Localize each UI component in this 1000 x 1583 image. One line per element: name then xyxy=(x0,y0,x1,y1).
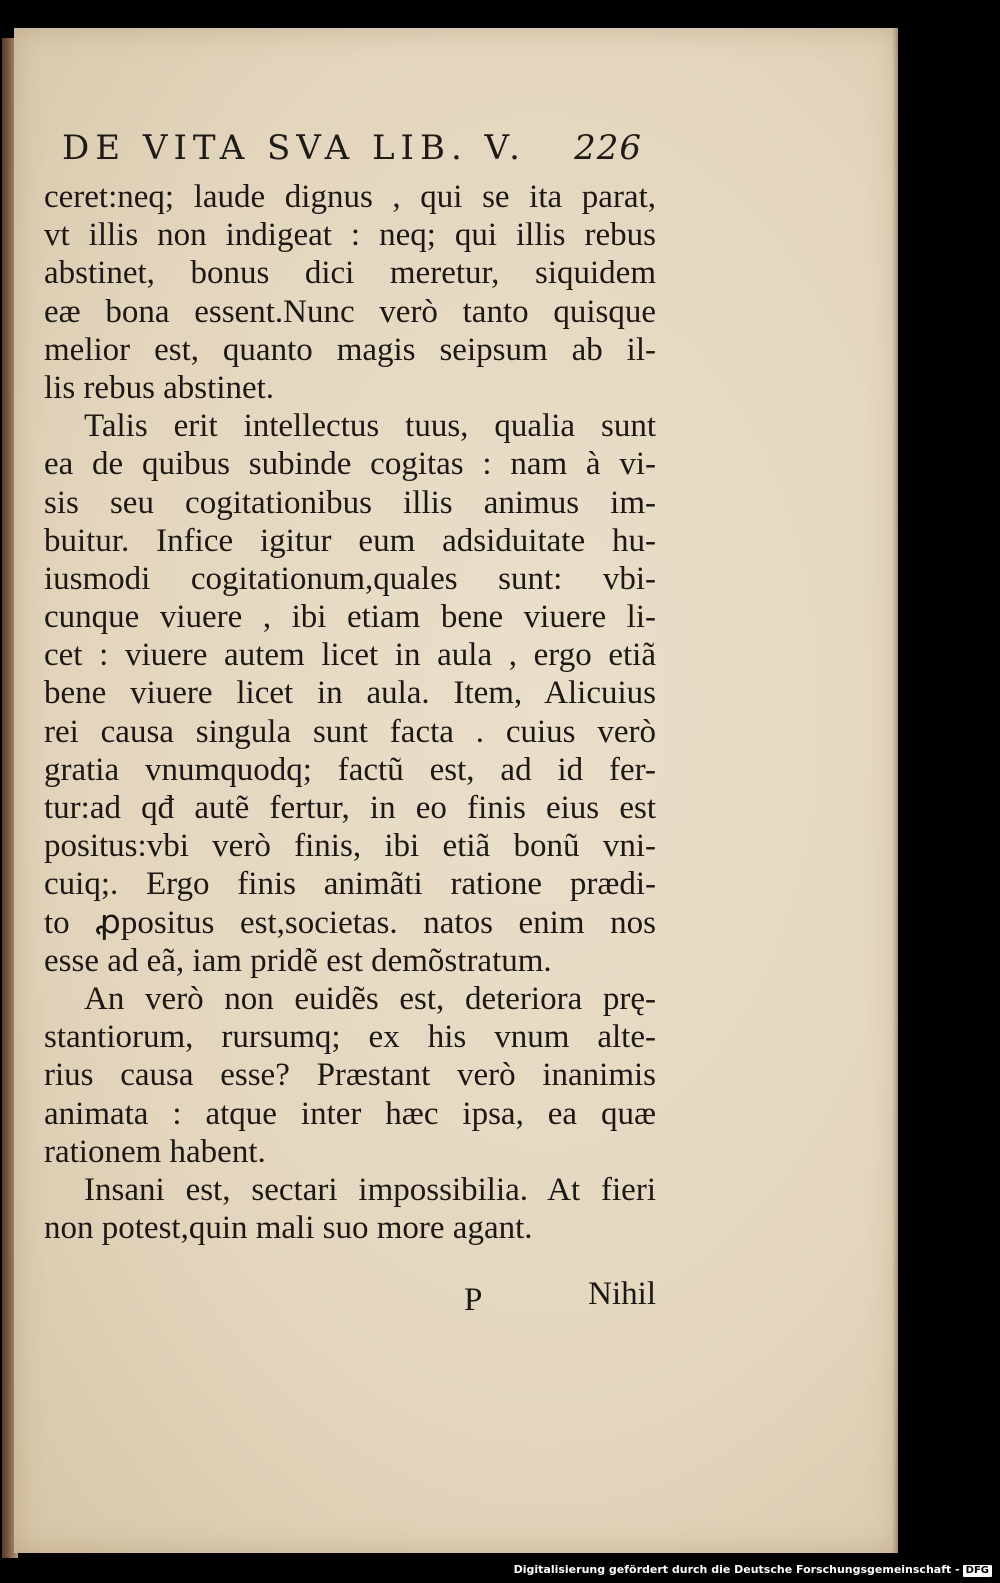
text-line: cuiq;. Ergo finis animãti ratione prædi- xyxy=(44,866,656,903)
digitization-credit xyxy=(514,1563,992,1577)
text-line: cet : viuere autem licet in aula , ergo etiã xyxy=(44,637,656,674)
text-line: non potest,quin mali suo more agant. xyxy=(44,1210,533,1247)
running-header xyxy=(62,128,642,168)
text-line: melior est, quanto magis seipsum ab il- xyxy=(44,331,656,368)
body-text xyxy=(44,178,656,1247)
text-line: Insani est, sectari impossibilia. At fieri xyxy=(84,1171,656,1208)
text-line: buitur. Infice igitur eum adsiduitate hu- xyxy=(44,522,656,559)
page-footer xyxy=(44,1276,656,1320)
book-page xyxy=(14,28,898,1553)
text-line: rationem habent. xyxy=(44,1133,266,1170)
text-line: to ꝓpositus est,societas. natos enim nos xyxy=(44,904,656,941)
text-line: iusmodi cogitationum,quales sunt: vbi- xyxy=(44,560,656,597)
text-line: ea de quibus subinde cogitas : nam à vi- xyxy=(44,446,656,483)
text-line: vt illis non indigeat : neq; qui illis rebus xyxy=(44,217,656,254)
text-line: ceret:neq; laude dignus , qui se ita parat, xyxy=(44,179,656,215)
running-title: DE VITA SVA LIB. V. xyxy=(62,128,526,168)
credit-text: Digitalisierung gefördert durch die Deutsche Forschungsgemeinschaft - xyxy=(513,1563,960,1576)
signature-mark: P xyxy=(464,1282,483,1318)
text-line: positus:vbi verò finis, ibi etiã bonũ vni- xyxy=(44,828,656,865)
folio-number: 226 xyxy=(574,128,642,168)
text-line: abstinet, bonus dici meretur, siquidem xyxy=(44,255,656,292)
text-line: stantiorum, rursumq; ex his vnum alte- xyxy=(44,1019,656,1056)
text-line: eæ bona essent.Nunc verò tanto quisque xyxy=(44,293,656,330)
text-line: lis rebus abstinet. xyxy=(44,369,275,406)
text-line: rius causa esse? Præstant verò inanimis xyxy=(44,1057,656,1094)
dfg-logo: DFG xyxy=(963,1565,992,1577)
text-line: sis seu cogitationibus illis animus im- xyxy=(44,484,656,521)
text-line: An verò non euidẽs est, deteriora prę- xyxy=(84,980,656,1017)
text-line: rei causa singula sunt facta . cuius verò xyxy=(44,713,656,750)
text-line: tur:ad qđ autẽ fertur, in eo finis eius est xyxy=(44,790,656,826)
text-line: gratia vnumquodq; factũ est, ad id fer- xyxy=(44,751,656,788)
page-edge-shadow xyxy=(892,28,898,1553)
text-line: cunque viuere , ibi etiam bene viuere li- xyxy=(44,599,656,636)
text-line: Talis erit intellectus tuus, qualia sunt xyxy=(84,408,656,445)
text-line: esse ad eã, iam pridẽ est demõstratum. xyxy=(44,942,552,979)
text-line: animata : atque inter hæc ipsa, ea quæ xyxy=(44,1095,656,1132)
text-line: bene viuere licet in aula. Item, Alicuius xyxy=(44,675,656,712)
catchword: Nihil xyxy=(588,1276,656,1312)
